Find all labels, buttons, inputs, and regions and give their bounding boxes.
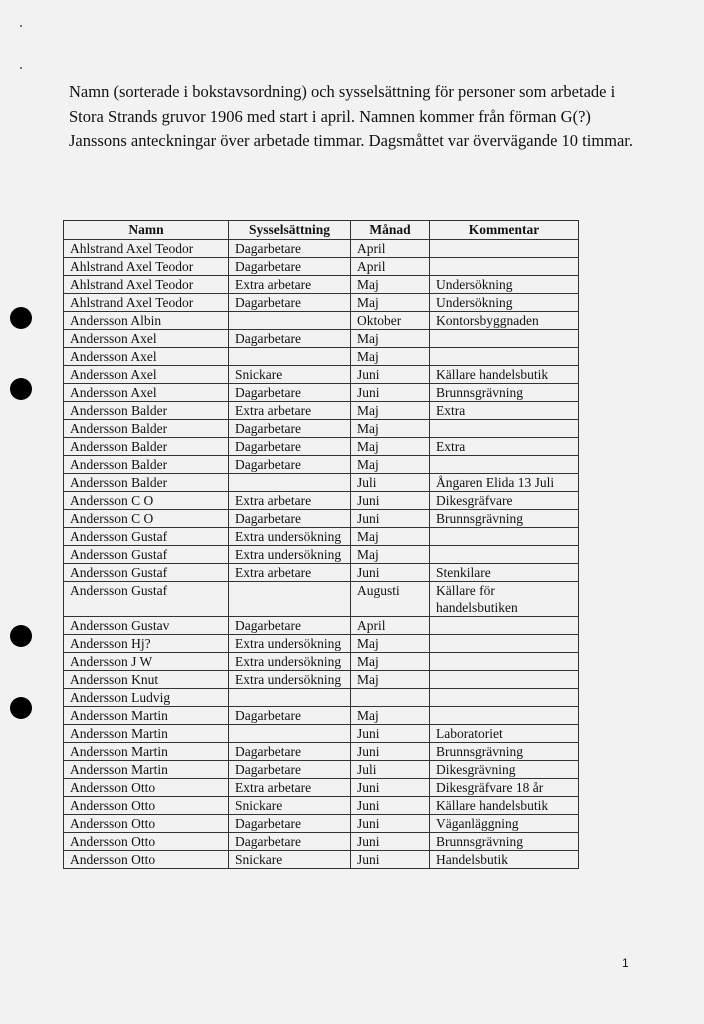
table-row xyxy=(64,761,579,779)
header-namn: Namn xyxy=(64,221,229,240)
cell-namn: Andersson Otto xyxy=(64,797,229,815)
cell-namn: Andersson Gustaf xyxy=(64,564,229,582)
cell-manad: Juni xyxy=(351,725,430,743)
table-row xyxy=(64,402,579,420)
cell-sysselsattning: Extra arbetare xyxy=(229,492,351,510)
cell-namn: Andersson Martin xyxy=(64,761,229,779)
table-row xyxy=(64,330,579,348)
cell-sysselsattning xyxy=(229,582,351,617)
cell-kommentar xyxy=(430,258,579,276)
cell-kommentar xyxy=(430,528,579,546)
table-row xyxy=(64,438,579,456)
cell-manad: April xyxy=(351,240,430,258)
table-row xyxy=(64,743,579,761)
cell-kommentar xyxy=(430,653,579,671)
cell-namn: Andersson Hj? xyxy=(64,635,229,653)
cell-sysselsattning xyxy=(229,348,351,366)
cell-sysselsattning: Dagarbetare xyxy=(229,438,351,456)
cell-manad: Juni xyxy=(351,833,430,851)
cell-manad: Maj xyxy=(351,528,430,546)
table-row xyxy=(64,240,579,258)
cell-sysselsattning: Snickare xyxy=(229,851,351,869)
cell-sysselsattning xyxy=(229,312,351,330)
cell-manad: Juni xyxy=(351,797,430,815)
cell-kommentar: Stenkilare xyxy=(430,564,579,582)
cell-manad: Juli xyxy=(351,474,430,492)
cell-sysselsattning: Dagarbetare xyxy=(229,510,351,528)
cell-namn: Andersson Otto xyxy=(64,833,229,851)
table-row xyxy=(64,725,579,743)
table-row xyxy=(64,510,579,528)
cell-namn: Andersson Martin xyxy=(64,725,229,743)
cell-kommentar xyxy=(430,707,579,725)
cell-manad: Juni xyxy=(351,779,430,797)
cell-sysselsattning: Dagarbetare xyxy=(229,456,351,474)
table-body xyxy=(64,240,579,869)
cell-sysselsattning: Dagarbetare xyxy=(229,743,351,761)
table-row xyxy=(64,617,579,635)
cell-sysselsattning: Extra undersökning xyxy=(229,528,351,546)
cell-sysselsattning xyxy=(229,474,351,492)
punch-hole xyxy=(10,307,32,329)
cell-namn: Andersson Balder xyxy=(64,402,229,420)
cell-namn: Andersson Ludvig xyxy=(64,689,229,707)
cell-sysselsattning xyxy=(229,689,351,707)
cell-sysselsattning: Dagarbetare xyxy=(229,815,351,833)
cell-sysselsattning: Dagarbetare xyxy=(229,258,351,276)
speck-mark xyxy=(20,25,22,27)
table-row xyxy=(64,582,579,617)
punch-hole xyxy=(10,697,32,719)
cell-kommentar xyxy=(430,671,579,689)
table-row xyxy=(64,671,579,689)
cell-kommentar xyxy=(430,617,579,635)
cell-namn: Andersson J W xyxy=(64,653,229,671)
cell-manad: Juni xyxy=(351,510,430,528)
cell-manad: Juni xyxy=(351,564,430,582)
cell-manad: Maj xyxy=(351,420,430,438)
cell-namn: Andersson Albin xyxy=(64,312,229,330)
table-row xyxy=(64,797,579,815)
cell-sysselsattning: Snickare xyxy=(229,366,351,384)
cell-namn: Andersson Otto xyxy=(64,779,229,797)
cell-manad: Juli xyxy=(351,761,430,779)
cell-namn: Andersson Gustaf xyxy=(64,582,229,617)
table-row xyxy=(64,420,579,438)
cell-kommentar: Brunnsgrävning xyxy=(430,743,579,761)
cell-manad: Maj xyxy=(351,438,430,456)
cell-kommentar xyxy=(430,348,579,366)
table-row xyxy=(64,492,579,510)
table-row xyxy=(64,384,579,402)
cell-kommentar xyxy=(430,546,579,564)
table-row xyxy=(64,366,579,384)
cell-kommentar xyxy=(430,330,579,348)
cell-kommentar: Dikesgräfvare 18 år xyxy=(430,779,579,797)
table-row xyxy=(64,635,579,653)
cell-kommentar: Undersökning xyxy=(430,294,579,312)
cell-kommentar: Brunnsgrävning xyxy=(430,384,579,402)
cell-namn: Andersson Gustav xyxy=(64,617,229,635)
cell-kommentar: Undersökning xyxy=(430,276,579,294)
table-row xyxy=(64,707,579,725)
cell-namn: Andersson Axel xyxy=(64,366,229,384)
cell-manad: Maj xyxy=(351,456,430,474)
cell-sysselsattning: Dagarbetare xyxy=(229,384,351,402)
cell-manad: Augusti xyxy=(351,582,430,617)
cell-manad: Juni xyxy=(351,492,430,510)
cell-namn: Andersson Axel xyxy=(64,384,229,402)
cell-manad: Juni xyxy=(351,743,430,761)
speck-mark xyxy=(20,67,22,69)
cell-namn: Andersson C O xyxy=(64,510,229,528)
employment-table xyxy=(63,220,579,869)
cell-kommentar: Väganläggning xyxy=(430,815,579,833)
cell-manad: Juni xyxy=(351,815,430,833)
cell-manad: Juni xyxy=(351,366,430,384)
cell-kommentar: Extra xyxy=(430,438,579,456)
cell-manad: Maj xyxy=(351,546,430,564)
cell-kommentar xyxy=(430,240,579,258)
cell-namn: Andersson Gustaf xyxy=(64,546,229,564)
cell-sysselsattning: Extra arbetare xyxy=(229,276,351,294)
table-row xyxy=(64,815,579,833)
cell-kommentar xyxy=(430,689,579,707)
table-header-row xyxy=(64,221,579,240)
cell-manad: Maj xyxy=(351,294,430,312)
cell-manad: Maj xyxy=(351,653,430,671)
table-row xyxy=(64,258,579,276)
cell-kommentar xyxy=(430,456,579,474)
intro-paragraph xyxy=(69,80,649,154)
punch-hole xyxy=(10,625,32,647)
table-row xyxy=(64,689,579,707)
cell-manad: Maj xyxy=(351,348,430,366)
cell-kommentar: Handelsbutik xyxy=(430,851,579,869)
header-manad: Månad xyxy=(351,221,430,240)
cell-sysselsattning: Extra undersökning xyxy=(229,671,351,689)
cell-namn: Andersson Gustaf xyxy=(64,528,229,546)
cell-manad: Maj xyxy=(351,402,430,420)
cell-kommentar xyxy=(430,420,579,438)
table-row xyxy=(64,294,579,312)
punch-hole xyxy=(10,378,32,400)
cell-namn: Andersson Balder xyxy=(64,438,229,456)
cell-kommentar: Extra xyxy=(430,402,579,420)
cell-kommentar: Brunnsgrävning xyxy=(430,510,579,528)
cell-sysselsattning: Dagarbetare xyxy=(229,420,351,438)
cell-namn: Andersson Axel xyxy=(64,330,229,348)
cell-manad: Maj xyxy=(351,707,430,725)
cell-sysselsattning: Extra arbetare xyxy=(229,564,351,582)
cell-sysselsattning: Extra arbetare xyxy=(229,779,351,797)
cell-manad: Maj xyxy=(351,635,430,653)
table-row xyxy=(64,474,579,492)
cell-sysselsattning: Extra undersökning xyxy=(229,546,351,564)
cell-namn: Andersson Balder xyxy=(64,474,229,492)
cell-namn: Ahlstrand Axel Teodor xyxy=(64,258,229,276)
cell-namn: Andersson Otto xyxy=(64,851,229,869)
cell-namn: Ahlstrand Axel Teodor xyxy=(64,276,229,294)
cell-namn: Andersson C O xyxy=(64,492,229,510)
cell-kommentar: Dikesgrävning xyxy=(430,761,579,779)
cell-namn: Andersson Balder xyxy=(64,420,229,438)
table-row xyxy=(64,851,579,869)
cell-sysselsattning: Dagarbetare xyxy=(229,761,351,779)
header-kommentar: Kommentar xyxy=(430,221,579,240)
cell-namn: Andersson Balder xyxy=(64,456,229,474)
cell-namn: Ahlstrand Axel Teodor xyxy=(64,294,229,312)
cell-sysselsattning: Dagarbetare xyxy=(229,707,351,725)
cell-manad xyxy=(351,689,430,707)
table-row xyxy=(64,833,579,851)
page-number: 1 xyxy=(622,956,629,970)
table-row xyxy=(64,564,579,582)
cell-sysselsattning xyxy=(229,725,351,743)
cell-namn: Ahlstrand Axel Teodor xyxy=(64,240,229,258)
cell-manad: Oktober xyxy=(351,312,430,330)
cell-kommentar: Källare för handelsbutiken xyxy=(430,582,579,617)
cell-manad: April xyxy=(351,258,430,276)
table-row xyxy=(64,528,579,546)
cell-kommentar: Dikesgräfvare xyxy=(430,492,579,510)
cell-sysselsattning: Dagarbetare xyxy=(229,330,351,348)
cell-kommentar: Laboratoriet xyxy=(430,725,579,743)
cell-kommentar: Ångaren Elida 13 Juli xyxy=(430,474,579,492)
cell-sysselsattning: Extra undersökning xyxy=(229,635,351,653)
table-row xyxy=(64,312,579,330)
cell-sysselsattning: Dagarbetare xyxy=(229,240,351,258)
cell-sysselsattning: Dagarbetare xyxy=(229,833,351,851)
table-row xyxy=(64,546,579,564)
header-sysselsattning: Sysselsättning xyxy=(229,221,351,240)
cell-manad: Maj xyxy=(351,330,430,348)
cell-kommentar: Brunnsgrävning xyxy=(430,833,579,851)
cell-manad: Maj xyxy=(351,276,430,294)
cell-sysselsattning: Dagarbetare xyxy=(229,617,351,635)
cell-sysselsattning: Snickare xyxy=(229,797,351,815)
table-row xyxy=(64,779,579,797)
intro-text: Namn (sorterade i bokstavsordning) och sysselsättning för personer som arbetade i Stora Strands gruvor 1906 med start i april. Namnen kommer från förman G(?) Janssons anteckningar över arbetade timmar. Dagsmåttet var övervägande 10 timmar. xyxy=(69,82,634,150)
cell-kommentar: Kontorsbyggnaden xyxy=(430,312,579,330)
cell-namn: Andersson Martin xyxy=(64,707,229,725)
cell-sysselsattning: Extra undersökning xyxy=(229,653,351,671)
table-row xyxy=(64,456,579,474)
cell-namn: Andersson Knut xyxy=(64,671,229,689)
cell-kommentar: Källare handelsbutik xyxy=(430,366,579,384)
cell-sysselsattning: Extra arbetare xyxy=(229,402,351,420)
cell-manad: April xyxy=(351,617,430,635)
table-row xyxy=(64,348,579,366)
table-row xyxy=(64,276,579,294)
table-row xyxy=(64,653,579,671)
cell-sysselsattning: Dagarbetare xyxy=(229,294,351,312)
cell-namn: Andersson Axel xyxy=(64,348,229,366)
cell-manad: Juni xyxy=(351,851,430,869)
cell-namn: Andersson Martin xyxy=(64,743,229,761)
cell-manad: Maj xyxy=(351,671,430,689)
cell-namn: Andersson Otto xyxy=(64,815,229,833)
cell-kommentar xyxy=(430,635,579,653)
cell-manad: Juni xyxy=(351,384,430,402)
cell-kommentar: Källare handelsbutik xyxy=(430,797,579,815)
